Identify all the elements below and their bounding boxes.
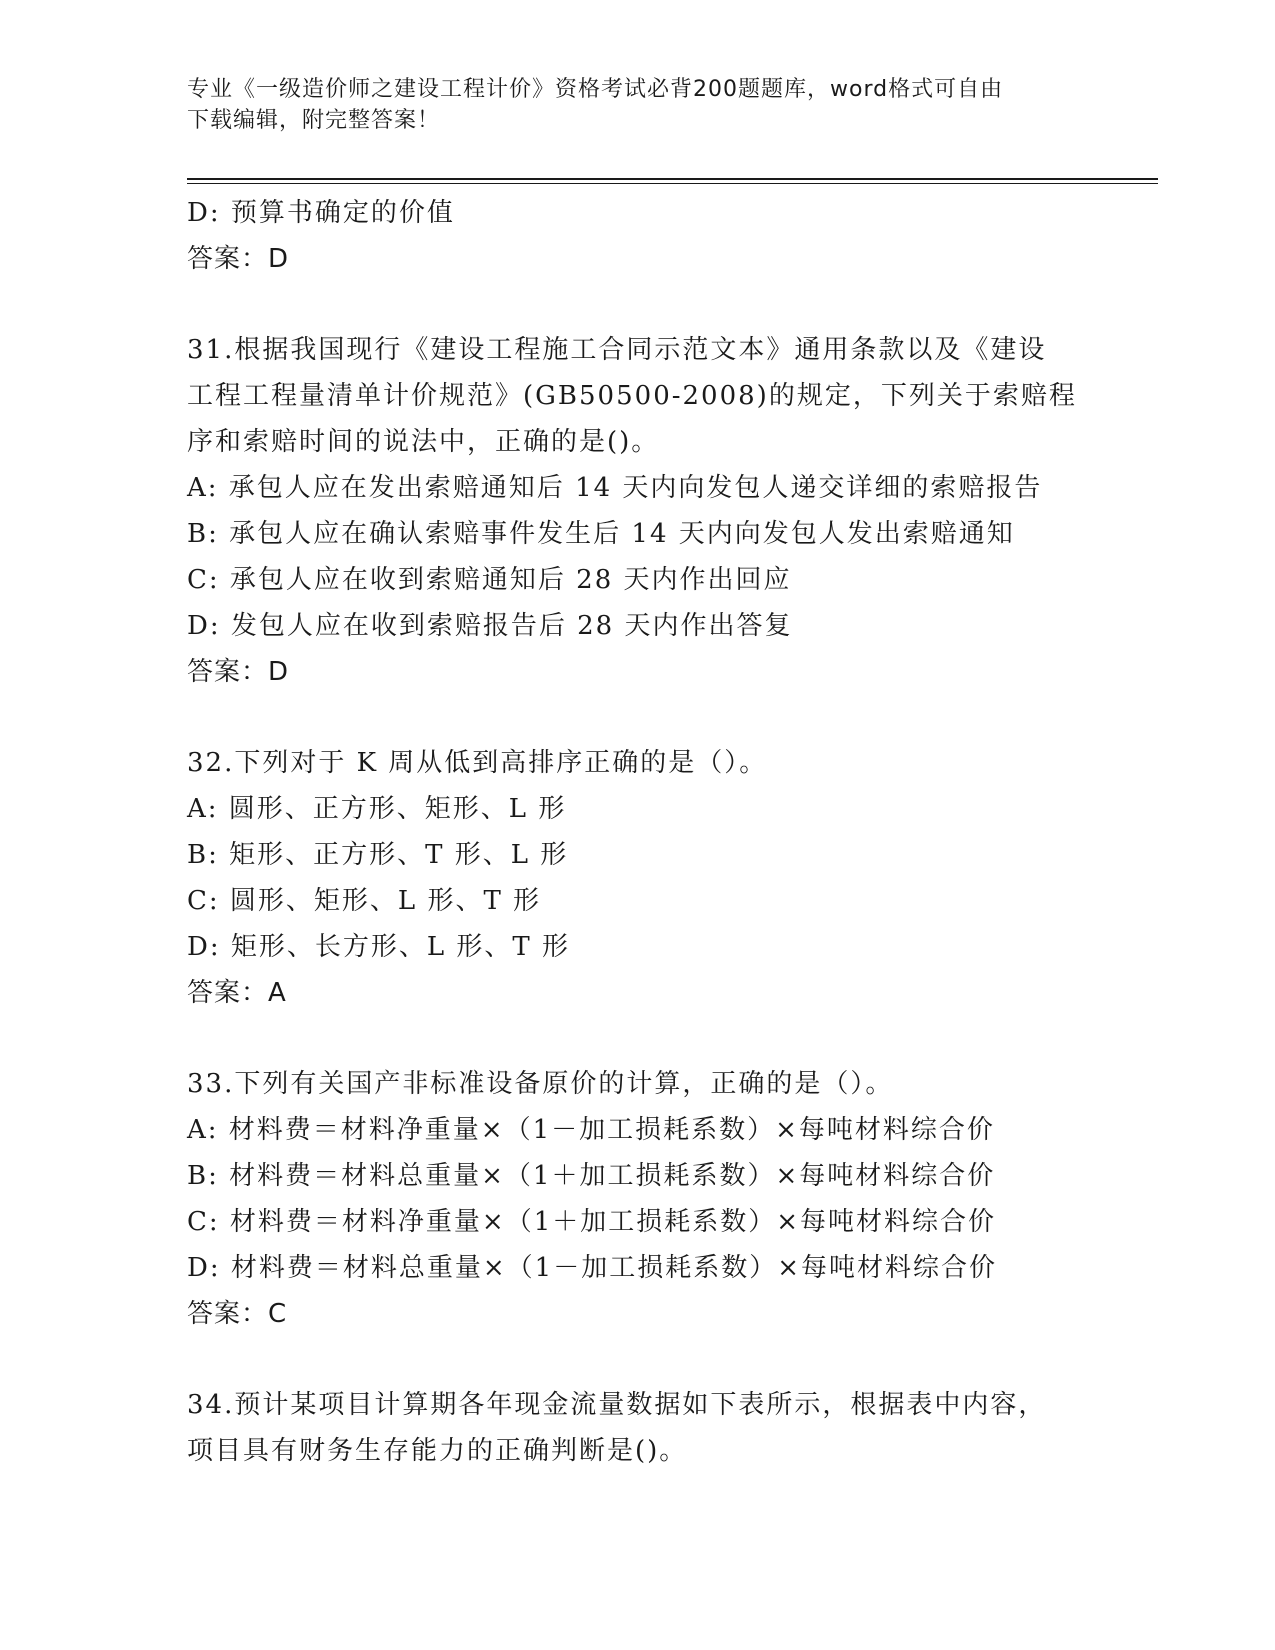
question-32: [187, 740, 1137, 1016]
question-text: 序和索赔时间的说法中，正确的是()。: [187, 427, 660, 457]
answer-line: 答案：C: [187, 1299, 288, 1329]
question-text: 工程工程量清单计价规范》(GB50500-2008)的规定，下列关于索赔程: [187, 381, 1077, 411]
option-c: C: 承包人应在收到索赔通知后 28 天内作出回应: [187, 565, 792, 595]
answer-line: 答案：D: [187, 244, 290, 274]
document-body: [187, 190, 1137, 1474]
previous-question-tail: [187, 190, 1137, 282]
header-line-2: 下载编辑，附完整答案！: [187, 108, 441, 133]
option-a: A: 承包人应在发出索赔通知后 14 天内向发包人递交详细的索赔报告: [187, 473, 1043, 503]
option-b: B: 材料费＝材料总重量×（1＋加工损耗系数）×每吨材料综合价: [187, 1161, 996, 1191]
question-text: 32.下列对于 K 周从低到高排序正确的是（）。: [187, 748, 768, 778]
header-divider-thin: [187, 183, 1158, 184]
question-31: [187, 327, 1137, 695]
question-text: 33.下列有关国产非标准设备原价的计算，正确的是（）。: [187, 1069, 894, 1099]
option-d: D: 预算书确定的价值: [187, 198, 455, 228]
option-d: D: 发包人应在收到索赔报告后 28 天内作出答复: [187, 611, 793, 641]
answer-line: 答案：D: [187, 657, 290, 687]
option-d: D: 矩形、长方形、L 形、T 形: [187, 932, 571, 962]
option-b: B: 承包人应在确认索赔事件发生后 14 天内向发包人发出索赔通知: [187, 519, 1015, 549]
option-a: A: 圆形、正方形、矩形、L 形: [187, 794, 567, 824]
question-text: 34.预计某项目计算期各年现金流量数据如下表所示，根据表中内容，: [187, 1390, 1047, 1420]
question-text: 31.根据我国现行《建设工程施工合同示范文本》通用条款以及《建设: [187, 335, 1047, 365]
header-divider-thick: [187, 178, 1158, 180]
page-header: [187, 74, 1087, 136]
option-d: D: 材料费＝材料总重量×（1－加工损耗系数）×每吨材料综合价: [187, 1253, 997, 1283]
option-a: A: 材料费＝材料净重量×（1－加工损耗系数）×每吨材料综合价: [187, 1115, 995, 1145]
question-33: [187, 1061, 1137, 1337]
option-c: C: 圆形、矩形、L 形、T 形: [187, 886, 542, 916]
header-line-1: 专业《一级造价师之建设工程计价》资格考试必背200题题库，word格式可自由: [187, 77, 1004, 102]
option-c: C: 材料费＝材料净重量×（1＋加工损耗系数）×每吨材料综合价: [187, 1207, 997, 1237]
question-34: [187, 1382, 1137, 1474]
option-b: B: 矩形、正方形、T 形、L 形: [187, 840, 569, 870]
question-text: 项目具有财务生存能力的正确判断是()。: [187, 1436, 688, 1466]
answer-line: 答案：A: [187, 978, 287, 1008]
